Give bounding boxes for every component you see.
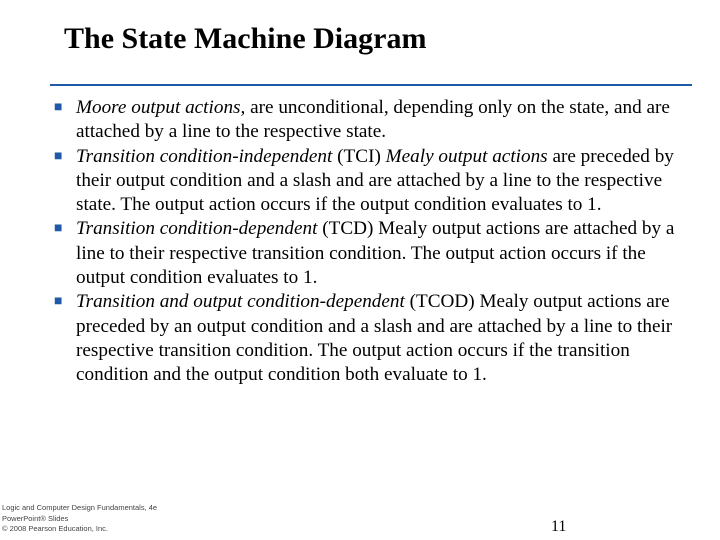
footer-book-title: Logic and Computer Design Fundamentals, 4e — [2, 503, 158, 512]
bullet-emphasis: Moore output actions, — [76, 97, 246, 118]
bullet-text: (TCI) — [332, 145, 386, 167]
bullet-emphasis: Transition condition-independent — [76, 145, 333, 167]
footer-slides-label: PowerPoint® Slides — [2, 513, 69, 523]
bullet-text: (TCD) Mealy output actions are attached by a line to their respective transition condition. The output action occurs if the output condition evaluates to 1. — [76, 218, 675, 289]
bullet-item — [54, 217, 690, 290]
bullet-item — [54, 145, 690, 218]
title-divider — [50, 84, 692, 86]
bullet-text: are unconditional, depending only on the state, and are attached by a line to the respective state. — [76, 97, 670, 143]
square-bullet-icon: ■ — [54, 294, 63, 310]
slide-title: The State Machine Diagram — [64, 22, 427, 55]
copyright-footer — [2, 503, 157, 535]
square-bullet-icon: ■ — [54, 100, 63, 115]
page-number: 11 — [551, 518, 567, 535]
footer-copyright: © 2008 Pearson Education, Inc. — [2, 524, 109, 533]
bullet-emphasis: Transition and output condition-dependent — [76, 291, 405, 313]
bullet-text: (TCOD) Mealy output actions are preceded by an output condition and a slash and are attached by a line to their respective transition condition. The output action occurs if the transition condition and the output condition both evaluate to 1. — [76, 291, 673, 386]
bullet-text-secondary: are preceded by their output condition and a slash and are attached by a line to the respective state. The output action occurs if the output condition evaluates to 1. — [76, 145, 674, 216]
bullet-emphasis-secondary: Mealy output actions — [385, 145, 548, 167]
square-bullet-icon: ■ — [54, 221, 63, 237]
square-bullet-icon: ■ — [54, 148, 63, 164]
bullet-emphasis: Transition condition-dependent — [76, 218, 318, 240]
bullet-list — [54, 96, 690, 388]
bullet-item — [54, 96, 690, 145]
bullet-item — [54, 290, 690, 387]
